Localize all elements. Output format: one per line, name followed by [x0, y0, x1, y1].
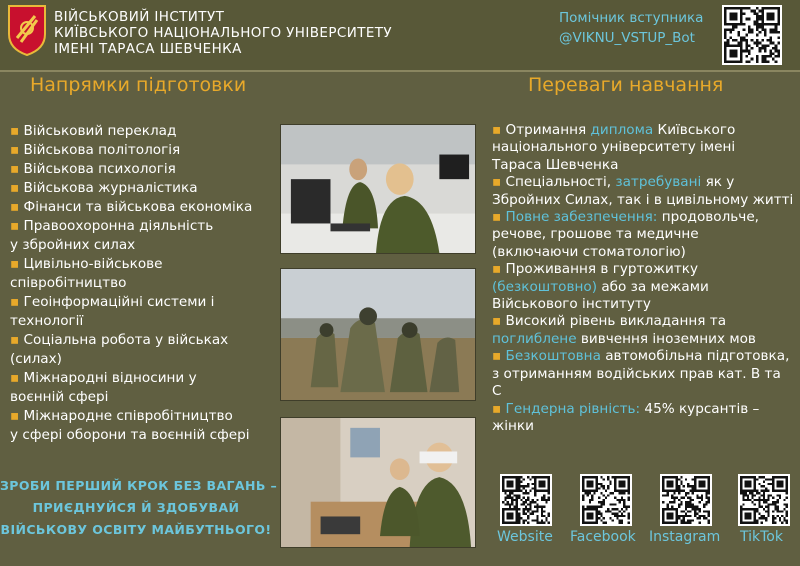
advantage-item: ▪ Гендерна рівність: 45% курсантів – жінки [492, 400, 760, 434]
helper-title: Помічник вступника [559, 10, 704, 26]
institute-name [54, 9, 392, 57]
program-item: ▪ Фінанси та військова економіка [10, 199, 253, 215]
program-item: ▪ Військова політологія [10, 142, 181, 158]
helper-bot-link[interactable]: @VIKNU_VSTUP_Bot [559, 30, 695, 46]
institute-name-line: ІМЕНІ ТАРАСА ШЕВЧЕНКА [54, 41, 242, 57]
bullet-icon: ▪ [10, 199, 24, 215]
bullet-icon: ▪ [492, 313, 506, 330]
program-item: ▪ Цивільно-військове співробітництво [10, 256, 163, 291]
bullet-icon: ▪ [492, 122, 506, 138]
bullet-icon: ▪ [10, 370, 24, 386]
crest-shield-icon [7, 4, 47, 56]
slogan [0, 475, 278, 541]
slogan-line: ВІЙСЬКОВУ ОСВІТУ МАЙБУТНЬОГО! [0, 522, 272, 537]
advantage-item: ▪ Високий рівень викладання та поглиблене вивчення іноземних мов [492, 313, 756, 347]
applicant-helper [559, 8, 703, 48]
instagram-qr-code-icon[interactable] [660, 474, 712, 526]
bullet-icon: ▪ [10, 256, 24, 272]
facebook-link[interactable]: Facebook [570, 529, 636, 545]
instagram-link[interactable]: Instagram [649, 529, 721, 545]
institute-name-line: КИЇВСЬКОГО НАЦІОНАЛЬНОГО УНІВЕРСИТЕТУ [54, 25, 393, 41]
bullet-icon: ▪ [10, 180, 24, 196]
bullet-icon: ▪ [10, 408, 24, 424]
tiktok-link[interactable]: TikTok [740, 529, 783, 545]
advantage-item: ▪ Проживання в гуртожитку (безкоштовно) або за межами Військового інституту [492, 261, 709, 313]
program-item: ▪ Міжнародні відносини у воєнній сфері [10, 370, 197, 405]
bullet-icon: ▪ [492, 209, 506, 226]
bullet-icon: ▪ [10, 161, 24, 177]
program-item: ▪ Геоінформаційні системи і технології [10, 294, 215, 329]
program-item: ▪ Військова психологія [10, 161, 176, 177]
program-item: ▪ Правоохоронна діяльність у збройних силах [10, 218, 214, 253]
website-link[interactable]: Website [497, 529, 553, 545]
bullet-icon: ▪ [10, 123, 24, 139]
section-title-advantages: Переваги навчання [528, 74, 724, 96]
tiktok-qr-code-icon[interactable] [738, 474, 790, 526]
bullet-icon: ▪ [492, 400, 506, 417]
header [0, 0, 800, 70]
program-item: ▪ Соціальна робота у військах (силах) [10, 332, 229, 367]
website-qr-code-icon[interactable] [500, 474, 552, 526]
advantage-item: ▪ Безкоштовна автомобільна підготовка, з отриманням водійських прав кат. В та С [492, 348, 790, 400]
bullet-icon: ▪ [10, 294, 24, 310]
slogan-line: ПРИЄДНУЙСЯ Й ЗДОБУВАЙ [32, 500, 240, 515]
facebook-qr-code-icon[interactable] [580, 474, 632, 526]
bullet-icon: ▪ [10, 142, 24, 158]
advantage-item: ▪ Повне забезпечення: продовольче, речове, грошове та медичне (включаючи стоматологію) [492, 209, 760, 260]
bullet-icon: ▪ [492, 261, 506, 278]
photo-language-lab [280, 124, 476, 254]
section-title-programs: Напрямки підготовки [30, 74, 247, 96]
bot-qr-code-icon[interactable] [722, 5, 782, 65]
program-item: ▪ Військовий переклад [10, 123, 177, 139]
program-item: ▪ Міжнародне співробітництво у сфері оборони та воєнній сфері [10, 408, 250, 443]
program-item: ▪ Військова журналістика [10, 180, 198, 196]
advantage-item: ▪ Спеціальності, затребувані як у Збройних Силах, так і в цивільному житті [492, 174, 794, 208]
advantage-item: ▪ Отримання диплома Київського національного університету імені Тараса Шевченка [492, 122, 736, 173]
header-divider [0, 70, 800, 72]
bullet-icon: ▪ [10, 218, 24, 234]
slogan-line: ЗРОБИ ПЕРШИЙ КРОК БЕЗ ВАГАНЬ – [0, 478, 278, 493]
advantages-list [492, 122, 794, 435]
programs-list [10, 122, 275, 445]
bullet-icon: ▪ [492, 348, 506, 365]
bullet-icon: ▪ [492, 174, 506, 191]
bullet-icon: ▪ [10, 332, 24, 348]
photo-vr-classroom [280, 417, 476, 548]
institute-name-line: ВІЙСЬКОВИЙ ІНСТИТУТ [54, 9, 225, 25]
photo-field-training [280, 268, 476, 401]
